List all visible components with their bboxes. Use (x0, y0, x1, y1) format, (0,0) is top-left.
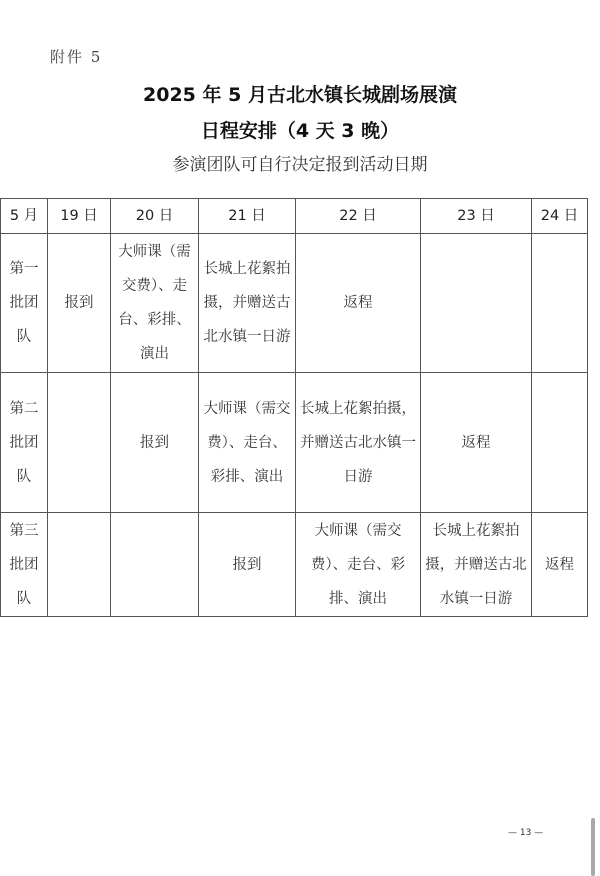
table-cell: 返程 (296, 234, 421, 373)
header-month: 5 月 (1, 199, 48, 234)
table-cell: 返程 (532, 513, 588, 617)
header-day-19: 19 日 (48, 199, 111, 234)
team-label: 第一批团队 (1, 234, 48, 373)
header-day-20: 20 日 (111, 199, 199, 234)
table-cell: 报到 (48, 234, 111, 373)
table-cell: 报到 (199, 513, 296, 617)
table-cell: 返程 (421, 373, 532, 513)
table-cell: 大师课（需交费）、走台、彩排、演出 (296, 513, 421, 617)
table-header-row (1, 199, 588, 234)
table-cell (532, 373, 588, 513)
page-number: — 13 — (508, 828, 544, 838)
table-row (1, 234, 588, 373)
table-cell (111, 513, 199, 617)
table-row (1, 513, 588, 617)
table-cell: 报到 (111, 373, 199, 513)
table-cell: 长城上花絮拍摄，并赠送古北水镇一日游 (199, 234, 296, 373)
document-subtitle: 参演团队可自行决定报到活动日期 (172, 155, 428, 175)
document-title: 2025 年 5 月古北水镇长城剧场展演 (143, 84, 457, 106)
header-day-21: 21 日 (199, 199, 296, 234)
team-label: 第二批团队 (1, 373, 48, 513)
table-row (1, 373, 588, 513)
document-title-line2: 日程安排（4 天 3 晚） (200, 120, 400, 142)
header-day-23: 23 日 (421, 199, 532, 234)
table-cell: 大师课（需交费）、走台、彩排、演出 (111, 234, 199, 373)
header-day-22: 22 日 (296, 199, 421, 234)
attachment-label: 附件 5 (50, 48, 103, 66)
table-cell (532, 234, 588, 373)
table-cell (48, 513, 111, 617)
table-cell (48, 373, 111, 513)
header-day-24: 24 日 (532, 199, 588, 234)
table-cell: 长城上花絮拍摄，并赠送古北水镇一日游 (421, 513, 532, 617)
table-cell (421, 234, 532, 373)
schedule-table (0, 198, 588, 617)
vertical-scrollbar[interactable] (591, 818, 595, 876)
table-cell: 大师课（需交费）、走台、彩排、演出 (199, 373, 296, 513)
table-cell: 长城上花絮拍摄，并赠送古北水镇一日游 (296, 373, 421, 513)
team-label: 第三批团队 (1, 513, 48, 617)
